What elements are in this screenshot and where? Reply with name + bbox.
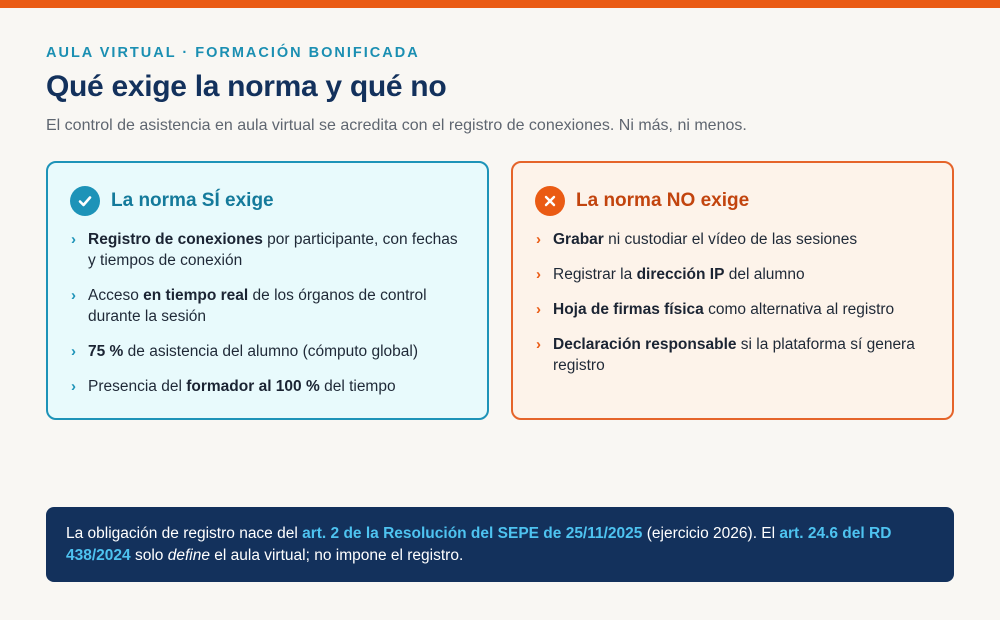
legal-reference-footer: La obligación de registro nace del art. 2 de la Resolución del SEPE de 25/11/2025 (ejercicio 2026). El art. 24.6 del RD 438/2024 solo define el aula virtual; no impone el registro.	[46, 507, 954, 582]
list-item: › Registro de conexiones por participante, con fechas y tiempos de conexión	[71, 231, 458, 269]
no-card	[511, 161, 954, 420]
no-card-title: La norma NO exige	[576, 190, 750, 211]
x-circle-icon	[535, 186, 565, 216]
list-item: › Presencia del formador al 100 % del tiempo	[71, 378, 396, 395]
no-card-header	[535, 185, 930, 217]
yes-card-title: La norma SÍ exige	[111, 190, 274, 211]
no-list	[535, 229, 930, 376]
list-item: › Hoja de firmas física como alternativa al registro	[536, 301, 895, 318]
yes-card-header	[70, 185, 465, 217]
chevron-right-icon: ›	[71, 231, 76, 248]
page-title: Qué exige la norma y qué no	[46, 70, 447, 103]
check-circle-icon	[70, 186, 100, 216]
list-item: › Registrar la dirección IP del alumno	[536, 266, 805, 283]
chevron-right-icon: ›	[536, 301, 541, 318]
top-accent-bar	[0, 0, 1000, 8]
chevron-right-icon: ›	[71, 378, 76, 395]
chevron-right-icon: ›	[71, 287, 76, 304]
chevron-right-icon: ›	[71, 343, 76, 360]
chevron-right-icon: ›	[536, 231, 541, 248]
list-item: › Declaración responsable si la plataforma sí genera registro	[536, 336, 915, 374]
list-item: › Acceso en tiempo real de los órganos de control durante la sesión	[71, 287, 427, 325]
page-subtitle: El control de asistencia en aula virtual se acredita con el registro de conexiones. Ni más, ni menos.	[46, 117, 747, 134]
chevron-right-icon: ›	[536, 336, 541, 353]
legal-reference-sepe: art. 2 de la Resolución del SEPE de 25/11/2025	[302, 525, 643, 542]
yes-card	[46, 161, 489, 420]
eyebrow-label: AULA VIRTUAL · FORMACIÓN BONIFICADA	[46, 45, 420, 61]
yes-list	[70, 229, 465, 397]
list-item: › Grabar ni custodiar el vídeo de las sesiones	[536, 231, 858, 248]
chevron-right-icon: ›	[536, 266, 541, 283]
legal-reference-rd: art. 24.6 del RD 438/2024	[66, 525, 892, 564]
list-item: › 75 % de asistencia del alumno (cómputo global)	[71, 343, 419, 360]
